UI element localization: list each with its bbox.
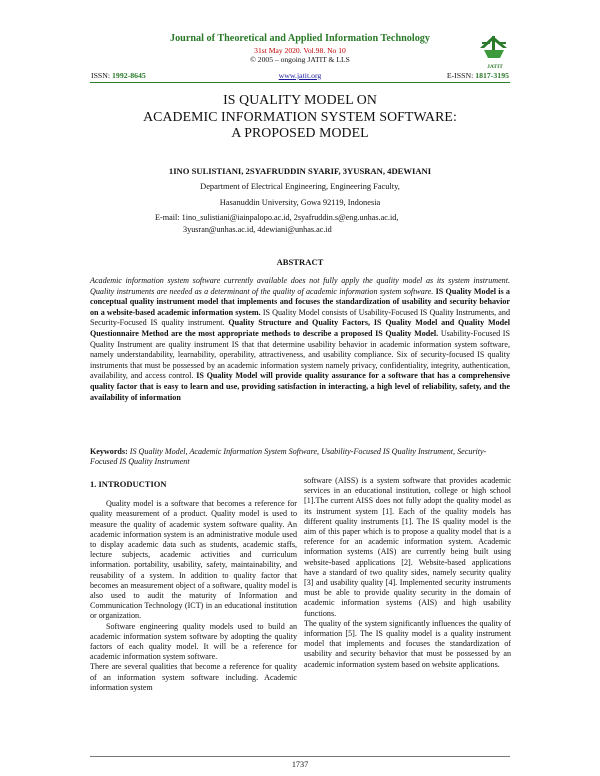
- author-list: 1INO SULISTIANI, 2SYAFRUDDIN SYARIF, 3YUSRAN, 4DEWIANI: [168, 166, 432, 176]
- section-heading-introduction: 1. INTRODUCTION: [90, 479, 167, 489]
- abstract-body: Academic information system software currently available does not fully apply the quality model as its system instrument. Quality instruments are needed as a determinant of the quality of academic information system software. IS Quality Model is a conceptual quality instrument model that implements and focuses the standardization of usability and security behavior on a website-based academic information system. IS Quality Model consists of Usability-Focused IS Quality Instruments, and Security-Focused IS quality instrument. Quality Structure and Quality Factors, IS Quality Model and Quality Model Questionnaire Method are the most appropriate methods to describe a proposed IS Quality Model. Usability-Focused IS Quality Instrument are quality instrument IS that that determine usability behavior in academic information system software, namely understandability, learnability, operability, attractiveness, and usability compliance. Six of security-focused IS quality instruments that must be possessed by an academic information system namely privacy, confidentiality, integrity, authentication, availability, and access control. IS Quality Model will provide quality assurance for a software that has a comprehensive quality factor that is easy to learn and use, providing satisfaction in interacting, a high level of reliability, safety, and the availability of information: [90, 276, 510, 402]
- intro-paragraph-5: The quality of the system significantly influences the quality of information [5]. The IS quality model is a quality instrument model that implements and focuses the standardization of usability and security behavior that must be possessed by an academic information system based on website applications.: [304, 618, 511, 669]
- footer-rule: [90, 756, 510, 757]
- intro-paragraph-4: software (AISS) is a system software that provides academic services in an educational institution, college or high school [1].The current AISS does not fully adopt the quality model as its instrument system [1]. Each of the quality models has different quality instruments [1]. The IS quality model is the aim of this paper which is to propose a quality model that is a reference for an academic information system. Academic information systems (AIS) are currently being built using website-based applications [2]. Website-based applications have a standard of two quality sides, namely security quality [3] and usability quality [4]. Implemented security instruments must be able to provide quality security in the domain of academic information systems (AIS) and high usability functions.: [304, 476, 511, 618]
- affiliation-university: Hasanuddin University, Gowa 92119, Indonesia: [219, 198, 381, 207]
- journal-name: Journal of Theoretical and Applied Information Technology: [169, 33, 430, 44]
- paper-title: IS QUALITY MODEL ON ACADEMIC INFORMATION SYSTEM SOFTWARE: A PROPOSED MODEL: [143, 92, 457, 140]
- left-column: [90, 479, 297, 693]
- page-number: 1737: [291, 760, 309, 769]
- journal-header: [0, 0, 600, 80]
- intro-paragraph-1: Quality model is a software that becomes a reference for quality measurement of a product. Quality model is used to measure the quality of academic system software quality. An academic information system is an administrative module used to display academic data such as students, academic staffs, lecture subjects, academic activities and curriculum information. portability, usability, safety, maintainability, and reusability of a system. In addition to quality factor that becomes an measurement object of a software, quality model is also used to audit the maturity of Information and Communication Technology (ICT) in an educational institution or organization.: [90, 499, 297, 621]
- right-column: [304, 476, 511, 670]
- keywords: Keywords: IS Quality Model, Academic Information System Software, Usability-Focused IS Quality Instrument, Security-Focused IS Quality Instrument: [90, 447, 487, 467]
- intro-paragraph-3: There are several qualities that become a reference for quality of an information system software including. Academic information system: [90, 662, 297, 692]
- affiliation-department: Department of Electrical Engineering, Engineering Faculty,: [200, 182, 400, 191]
- jatit-logo-text: JATIT: [487, 64, 503, 70]
- issn: ISSN: 1992-8645: [91, 71, 146, 80]
- journal-url-link[interactable]: www.jatit.org: [278, 71, 322, 80]
- abstract-heading: ABSTRACT: [276, 257, 324, 267]
- author-emails-line2: 3yusran@unhas.ac.id, 4dewiani@unhas.ac.id: [183, 225, 332, 234]
- copyright-line: © 2005 – ongoing JATIT & LLS: [250, 55, 350, 64]
- issue-info: 31st May 2020. Vol.98. No 10: [254, 46, 346, 55]
- jatit-logo-icon: [480, 32, 510, 66]
- intro-paragraph-2: Software engineering quality models used to build an academic information system software by adopting the quality factors of each quality model. It will be a reference for academic information system software.: [90, 621, 297, 662]
- author-emails-line1: E-mail: 1ino_sulistiani@iainpalopo.ac.id, 2syafruddin.s@eng.unhas.ac.id,: [155, 213, 399, 222]
- header-rule: [90, 82, 510, 83]
- e-issn: E-ISSN: 1817-3195: [446, 71, 509, 80]
